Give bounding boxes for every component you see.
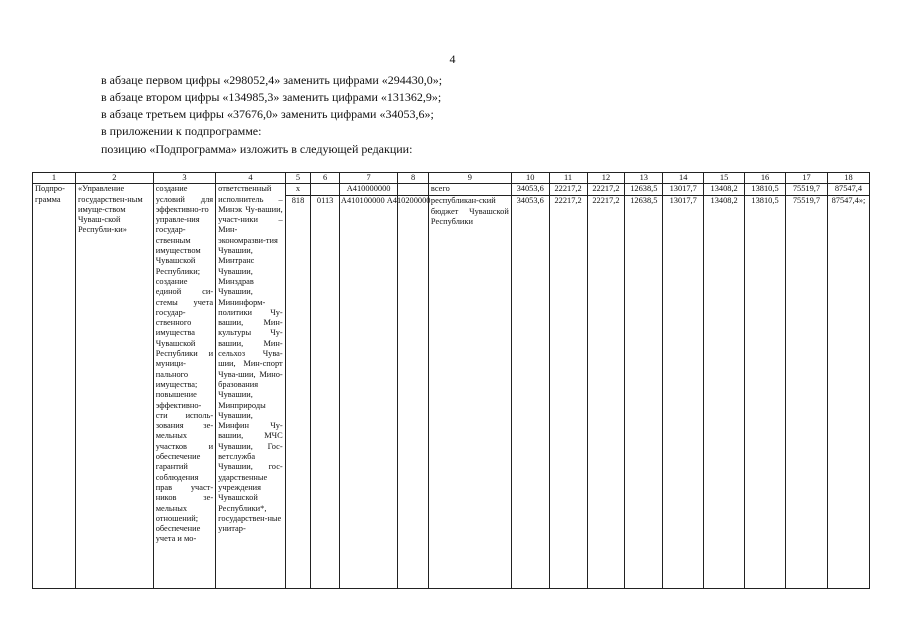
paragraph-3: в абзаце третьем цифры «37676,0» заменить цифрами «34053,6»; bbox=[101, 107, 434, 121]
value-cell: 22217,2 bbox=[587, 184, 625, 196]
subprogram-name-cell: «Управление государствен-ным имуще-ством Чуваш-ской Республи-ки» bbox=[75, 184, 153, 589]
grbs-cell: х bbox=[285, 184, 311, 196]
funding-source-cell: всего bbox=[428, 184, 511, 196]
funding-source-cell: республикан-ский бюджет Чувашской Республики bbox=[428, 196, 511, 589]
value-cell: 75519,7 bbox=[786, 184, 828, 196]
value-cell: 87547,4 bbox=[827, 184, 869, 196]
subprogram-goals-cell: создание условий для эффективно-го управле-ния государ-ственным имуществом Чувашской Республики; создание единой си-стемы учета государ-ственного имущества Чувашской Республики и муници-пального имущества; повышение эффективно-сти исполь-зования зе-мельных участков и обеспечение гарантий соблюдения прав участ-ников зе-мельных отношений; обеспечение учета и мо- bbox=[153, 184, 215, 589]
target-article-cell: А410100000 А410200000 bbox=[339, 196, 397, 589]
value-cell: 13017,7 bbox=[663, 196, 704, 589]
value-cell: 75519,7 bbox=[786, 196, 828, 589]
subprogram-table bbox=[32, 172, 870, 589]
header-cell: 12 bbox=[587, 173, 625, 184]
header-cell: 8 bbox=[398, 173, 429, 184]
paragraph-4: в приложении к подпрограмме: bbox=[101, 124, 262, 138]
value-cell: 34053,6 bbox=[511, 196, 549, 589]
header-cell: 3 bbox=[153, 173, 215, 184]
header-cell: 5 bbox=[285, 173, 311, 184]
header-cell: 16 bbox=[745, 173, 786, 184]
value-cell: 13810,5 bbox=[745, 196, 786, 589]
section-cell bbox=[311, 184, 340, 196]
value-cell: 22217,2 bbox=[549, 196, 587, 589]
value-cell: 12638,5 bbox=[625, 184, 663, 196]
executors-cell: ответственный исполнитель – Минэк Чу-вашии, участ-ники – Мин-экономразви-тия Чувашии, Минтранс Чувашии, Минздрав Чувашии, Мининформ-политики Чу-вашии, Мин-культуры Чу-вашии, Мин-сельхоз Чува-шии, Мин-спорт Чува-шии, Мино-бразования Чувашии, Минприроды Чувашии, Минфин Чу-вашии, МЧС Чувашии, Гос-ветслужба Чувашии, гос-ударственные учреждения Чувашской Республики*, государствен-ные унитар- bbox=[216, 184, 286, 589]
paragraph-5: позицию «Подпрограмма» изложить в следующей редакции: bbox=[101, 142, 413, 156]
header-cell: 10 bbox=[511, 173, 549, 184]
value-cell: 34053,6 bbox=[511, 184, 549, 196]
header-cell: 14 bbox=[663, 173, 704, 184]
header-cell: 9 bbox=[428, 173, 511, 184]
value-cell: 87547,4»; bbox=[827, 196, 869, 589]
expense-group-cell bbox=[398, 196, 429, 589]
value-cell: 22217,2 bbox=[587, 196, 625, 589]
header-cell: 18 bbox=[827, 173, 869, 184]
header-cell: 1 bbox=[33, 173, 76, 184]
header-cell: 7 bbox=[339, 173, 397, 184]
section-cell: 0113 bbox=[311, 196, 340, 589]
value-cell: 13017,7 bbox=[663, 184, 704, 196]
header-cell: 2 bbox=[75, 173, 153, 184]
subprogram-label-cell: Подпро- грамма bbox=[33, 184, 76, 589]
paragraph-2: в абзаце втором цифры «134985,3» заменить цифрами «131362,9»; bbox=[101, 90, 442, 104]
value-cell: 13408,2 bbox=[704, 196, 745, 589]
value-cell: 13810,5 bbox=[745, 184, 786, 196]
table-row-total bbox=[33, 184, 870, 196]
grbs-cell: 818 bbox=[285, 196, 311, 589]
header-cell: 6 bbox=[311, 173, 340, 184]
paragraph-1: в абзаце первом цифры «298052,4» заменить цифрами «294430,0»; bbox=[101, 73, 443, 87]
value-cell: 12638,5 bbox=[625, 196, 663, 589]
header-row bbox=[33, 173, 870, 184]
page-number: 4 bbox=[449, 52, 456, 66]
header-cell: 15 bbox=[704, 173, 745, 184]
value-cell: 22217,2 bbox=[549, 184, 587, 196]
header-cell: 11 bbox=[549, 173, 587, 184]
header-cell: 13 bbox=[625, 173, 663, 184]
header-cell: 4 bbox=[216, 173, 286, 184]
expense-group-cell bbox=[398, 184, 429, 196]
value-cell: 13408,2 bbox=[704, 184, 745, 196]
header-cell: 17 bbox=[786, 173, 828, 184]
target-article-cell: А410000000 bbox=[339, 184, 397, 196]
